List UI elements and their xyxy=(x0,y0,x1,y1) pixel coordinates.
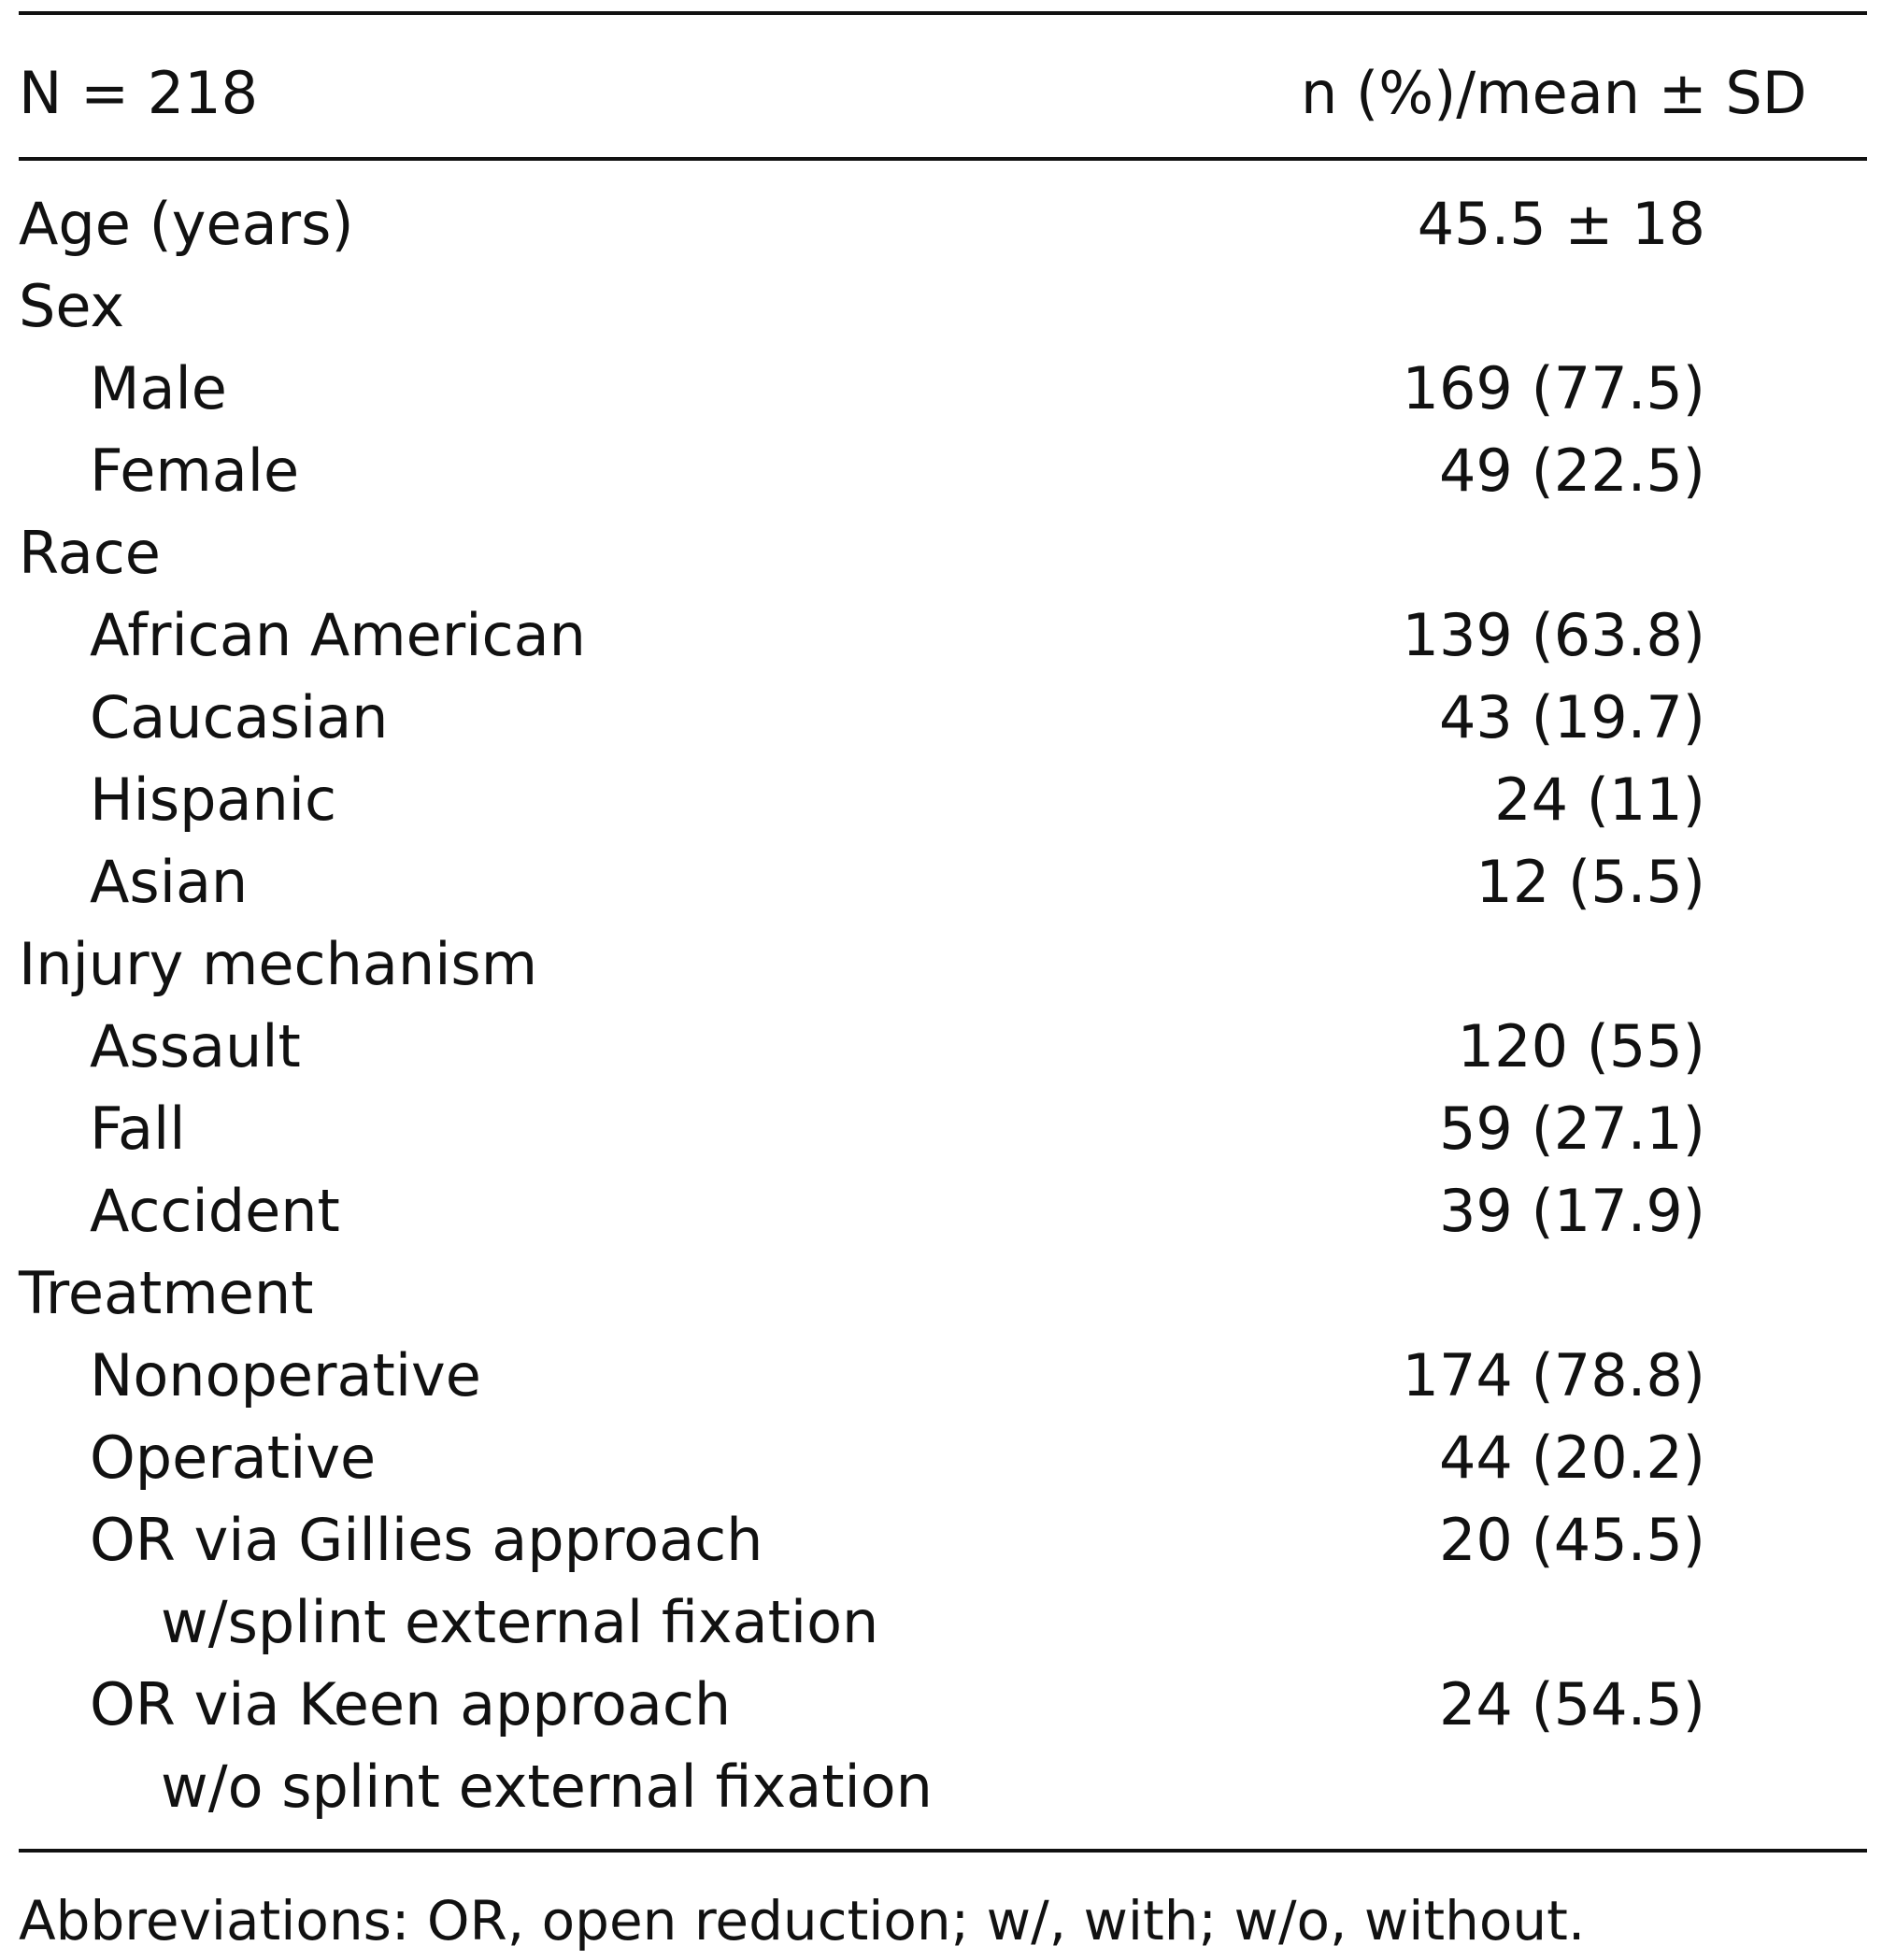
table-body xyxy=(19,183,1867,1828)
row-value: 44 (20.2) xyxy=(1438,1424,1705,1492)
table-row xyxy=(19,1499,1867,1581)
table-row xyxy=(19,1417,1867,1499)
row-label: w/splint external fixation xyxy=(161,1588,879,1656)
table-row xyxy=(19,759,1867,841)
row-label: Female xyxy=(90,436,300,505)
table-row xyxy=(19,512,1867,594)
row-label: Fall xyxy=(90,1094,186,1163)
row-label: Race xyxy=(19,519,161,587)
row-value: 49 (22.5) xyxy=(1438,436,1705,505)
table-footnote: Abbreviations: OR, open reduction; w/, with; w/o, without. xyxy=(19,1889,1586,1953)
row-label: Nonoperative xyxy=(90,1341,481,1409)
row-label: Male xyxy=(90,354,227,422)
row-value: 139 (63.8) xyxy=(1402,601,1705,669)
table-row xyxy=(19,1088,1867,1170)
row-label: Asian xyxy=(90,848,249,916)
table-row xyxy=(19,1664,1867,1746)
table-row xyxy=(19,1746,1867,1828)
row-label: Assault xyxy=(90,1012,301,1080)
row-label: Treatment xyxy=(19,1259,314,1327)
row-value: 24 (11) xyxy=(1494,765,1705,834)
row-label: OR via Keen approach xyxy=(90,1670,732,1738)
row-label: OR via Gillies approach xyxy=(90,1506,763,1574)
row-label: Sex xyxy=(19,272,125,340)
table-row xyxy=(19,1006,1867,1088)
row-value: 174 (78.8) xyxy=(1402,1341,1705,1409)
row-value: 45.5 ± 18 xyxy=(1417,190,1705,258)
table-row xyxy=(19,923,1867,1006)
table-header xyxy=(19,58,1867,129)
table-row xyxy=(19,1252,1867,1335)
table-bottom-rule xyxy=(19,1849,1867,1853)
row-label: Hispanic xyxy=(90,765,337,834)
row-value: 120 (55) xyxy=(1457,1012,1705,1080)
table-row xyxy=(19,1170,1867,1252)
header-sample-size: N = 218 xyxy=(19,59,259,127)
table-top-rule xyxy=(19,11,1867,15)
table-row xyxy=(19,841,1867,923)
row-value: 39 (17.9) xyxy=(1438,1177,1705,1245)
table-row xyxy=(19,594,1867,677)
row-label: African American xyxy=(90,601,586,669)
row-value: 43 (19.7) xyxy=(1438,683,1705,751)
table-row xyxy=(19,265,1867,348)
row-value: 24 (54.5) xyxy=(1438,1670,1705,1738)
table-row xyxy=(19,348,1867,430)
row-label: Age (years) xyxy=(19,190,354,258)
row-label: Caucasian xyxy=(90,683,389,751)
table-row xyxy=(19,1335,1867,1417)
row-value: 12 (5.5) xyxy=(1476,848,1705,916)
row-label: Accident xyxy=(90,1177,340,1245)
row-label: w/o splint external fixation xyxy=(161,1753,933,1821)
header-statistic: n (%)/mean ± SD xyxy=(1301,59,1807,127)
row-value: 59 (27.1) xyxy=(1438,1094,1705,1163)
row-label: Operative xyxy=(90,1424,377,1492)
table-row xyxy=(19,430,1867,512)
table-row xyxy=(19,677,1867,759)
table-header-rule xyxy=(19,157,1867,161)
table-row xyxy=(19,1581,1867,1664)
row-value: 169 (77.5) xyxy=(1402,354,1705,422)
row-label: Injury mechanism xyxy=(19,930,538,998)
row-value: 20 (45.5) xyxy=(1438,1506,1705,1574)
table-row xyxy=(19,183,1867,265)
